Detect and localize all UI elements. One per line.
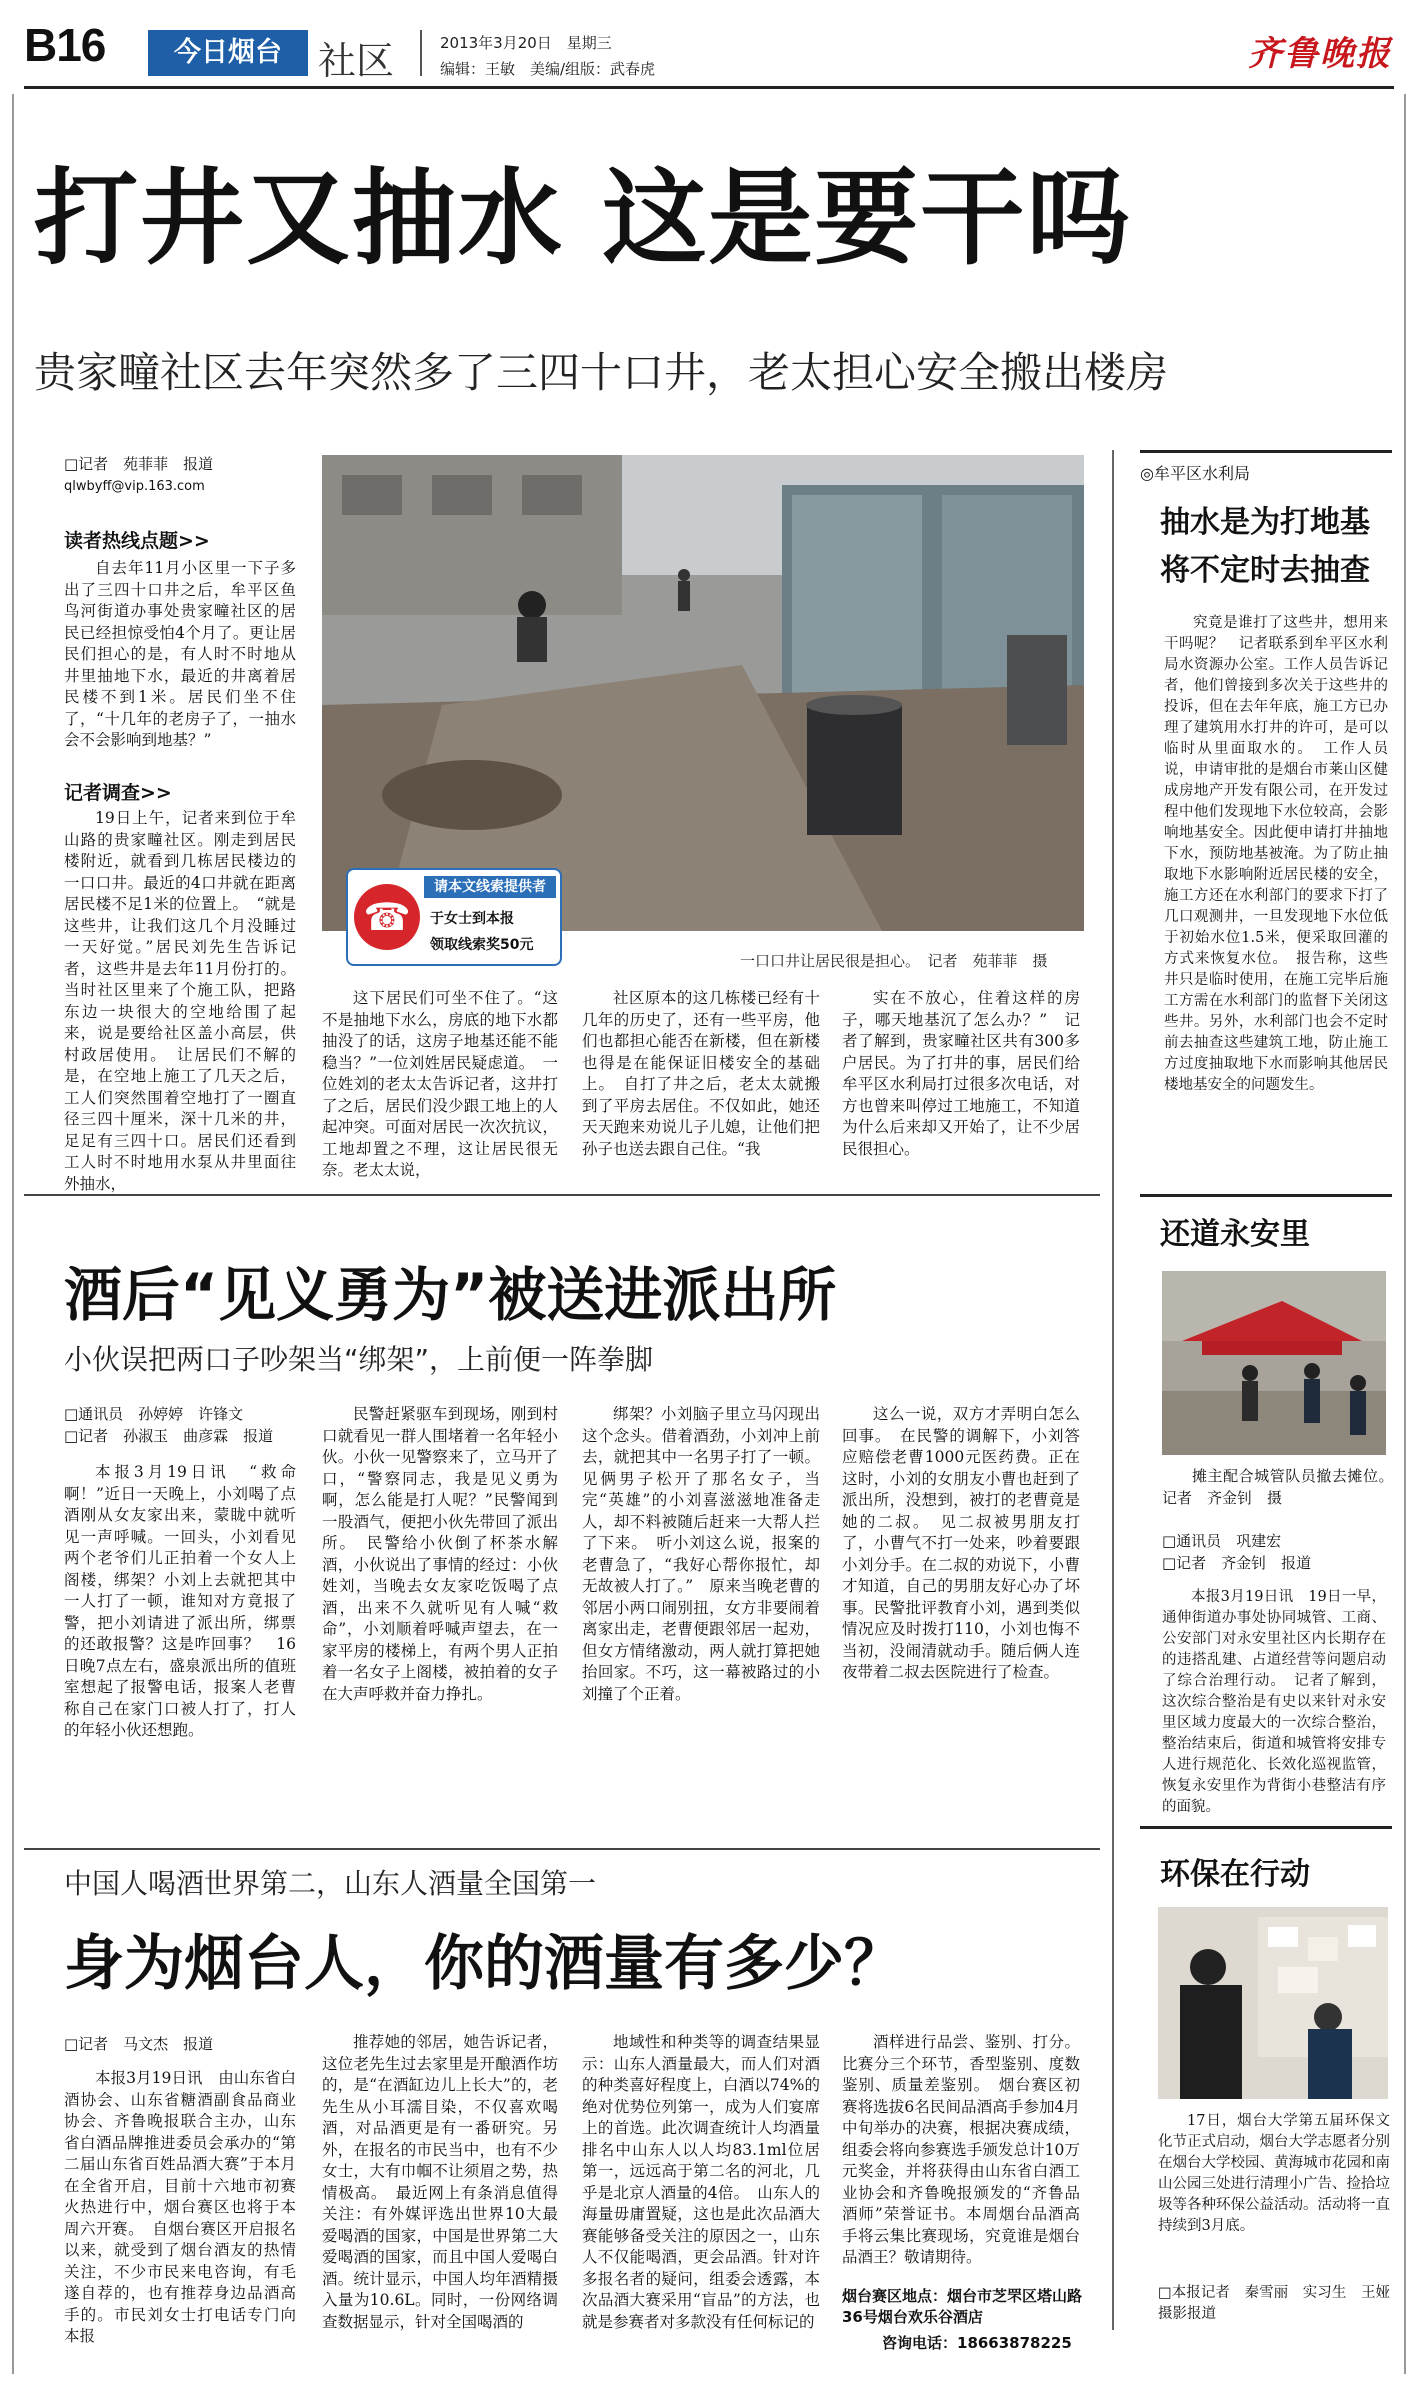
story3-byline: □记者 马文杰 报道 [64,2035,214,2053]
story3-top-rule [24,1848,1100,1850]
story1-email: qlwbyff@vip.163.com [64,479,205,494]
issue-date: 2013年3月20日 星期三 [440,34,612,52]
story2-top-rule [24,1194,1100,1196]
story3-column-1: 本报3月19日讯 由山东省白酒协会、山东省糖酒副食品商业协会、齐鲁晚报联合主办，山东省白酒品牌推进委员会承办的“第二届山东省百姓品酒大赛”于本月在全省开启，目前十六地市初赛火热进行中，烟台赛区也将于本周六开赛。 自烟台赛区开启报名以来，就受到了烟台酒友的热情关注，不少市民来电咨询，有毛遂自荐的，也有推荐身边品酒高手的。市民刘女士打电话专门向本报 [64,2069,296,2345]
sidebar3 [1140,1826,1405,2366]
sidebar-divider [1112,450,1114,2330]
sidebar1-headline-1: 抽水是为打地基 [1160,505,1370,540]
story1-subhead: 贵家疃社区去年突然多了三四十口井，老太担心安全搬出楼房 [34,348,1169,397]
sidebar2-byline-2: □记者 齐金钊 报道 [1162,1554,1312,1572]
section-badge: 今日烟台 [148,30,308,76]
hotline-reward: 领取线索奖50元 [430,937,534,953]
hotline-name: 于女士到本报 [430,911,514,927]
story1-column-2: 这下居民们可坐不住了。“这不是抽地下水么，房底的地下水都抽没了的话，这房子地基还能不能稳当？”一位刘姓居民疑虑道。 一位姓刘的老太太告诉记者，这井打了之后，居民们没少跟工地上的人起冲突。可面对居民一次次抗议，工地却置之不理，这让居民很无奈。老太太说， [322,989,558,1179]
story2-column-1: 本报3月19日讯 “救命啊！”近日一天晚上，小刘喝了点酒刚从女友家出来，蒙眬中就听见一声呼喊。一回头，小刘看见两个老爷们儿正拍着一个女人上阁楼，绑架？小刘上去就把其中一人打了一顿，谁知对方竟报了警，把小刘请进了派出所，绑票的还敢报警？这是咋回事？ 16日晚7点左右，盛泉派出所的值班室想起了报警电话，报案人老曹称自己在家门口被人打了，打人的年轻小伙还想跑。 [64,1463,296,1739]
story1-column-1: 19日上午，记者来到位于牟山路的贵家疃社区。刚走到居民楼附近，就看到几栋居民楼边的一口口井。最近的4口井就在距离居民楼不足1米的位置上。 “就是这些井，让我们这几个月没睡过一天好觉。”居民刘先生告诉记者，这些井是去年11月份打的。当时社区里来了个施工队，把路东边一块很大的空地给围了起来，说是要给社区盖小高层，供村政居使用。 让居民们不解的是，在空地上施工了几天之后，工人们突然围着空地打了一圈直径三四十厘米，深十几米的井，足足有三四十口。居民们还看到工人时不时地用水泵从井里面往外抽水， [64,809,296,1193]
sidebar2-headline: 还道永安里 [1160,1217,1310,1252]
page-left-border [12,94,14,2374]
sidebar2-body: 本报3月19日讯 19日一早，通伸街道办事处协同城管、工商、公安部门对永安里社区内长期存在的违搭乱建、占道经营等问题启动了综合治理行动。 记者了解到，这次综合整治是有史以来针对永安里区域力度最大的一次综合整治，整治结束后，街道和城管将安排专人进行规范化、长效化巡视监管，恢复永安里作为背街小巷整洁有序的面貌。 [1162,1589,1386,1815]
story3-column-4: 酒样进行品尝、鉴别、打分。比赛分三个环节，香型鉴别、度数鉴别、质量差鉴别。 烟台赛区初赛将选拔6名民间品酒高手参加4月中旬举办的决赛，根据决赛成绩，组委会将向参赛选手颁发总计10万元奖金，并将获得由山东省白酒工业协会和齐鲁晚报颁发的“齐鲁品酒师”荣誉证书。本周烟台品酒高手将云集比赛现场，究竟谁是烟台品酒王？敬请期待。 [842,2033,1080,2266]
sidebar3-photo [1158,1907,1388,2099]
story1-photo [322,455,1084,931]
sidebar2-byline-1: □通讯员 巩建宏 [1162,1532,1282,1550]
sidebar2-photo-caption: 摊主配合城管队员撤去摊位。 记者 齐金钊 摄 [1162,1467,1402,1507]
story2-headline: 酒后“见义勇为”被送进派出所 [64,1261,837,1329]
story3-kicker: 中国人喝酒世界第二，山东人酒量全国第一 [64,1867,597,1900]
masthead [0,0,1417,92]
sidebar3-byline: □本报记者 秦雪丽 实习生 王娅 摄影报道 [1158,2285,1405,2322]
story2-byline-1: □通讯员 孙婷婷 许锋文 [64,1405,244,1423]
section-name: 社区 [318,39,395,83]
phone-icon: ☎ [354,884,420,950]
hotline-title: 请本文线索提供者 [424,876,556,898]
sidebar3-headline: 环保在行动 [1160,1857,1310,1892]
story2-column-3: 绑架？小刘脑子里立马闪现出这个念头。借着酒劲，小刘冲上前去，就把其中一名男子打了一顿。见俩男子松开了那名女子，当完“英雄”的小刘喜滋滋地准备走人，却不料被随后赶来一大帮人拦了下来。 听小刘这么说，报案的老曹急了，“我好心帮你报忙，却无故被人打了。” 原来当晚老曹的邻居小两口闹别扭，女方非要闹着离家出走，老曹便跟邻居一起劝，但女方情绪激动，两人就打算把她抬回家。不巧，这一幕被路过的小刘撞了个正着。 [582,1405,820,1703]
masthead-rule [24,86,1394,89]
page-right-border [1404,94,1406,2374]
story1-column-4: 实在不放心，住着这样的房子，哪天地基沉了怎么办？” 记者了解到，贵家疃社区共有300多户居民。为了打井的事，居民们给牟平区水利局打过很多次电话，对方也曾来叫停过工地施工，不知道为什么后来却又开始了，让不少居民很担心。 [842,989,1080,1158]
newspaper-logo: 齐鲁晚报 [1248,34,1392,74]
story2-subhead: 小伙误把两口子吵架当“绑架”，上前便一阵拳脚 [64,1343,654,1376]
sidebar1-body: 究竟是谁打了这些井，想用来干吗呢？ 记者联系到牟平区水利局水资源办公室。工作人员告诉记者，他们曾接到多次关于这些井的投诉，但在去年年底，施工方已办理了建筑用水打井的许可，是可以临时从里面取水的。 工作人员说，申请审批的是烟台市莱山区健成房地产开发有限公司，在开发过程中他们发现地下水位较高，会影响地基安全。因此便申请打井抽地下水，预防地基被淹。为了防止抽取地下水影响附近居民楼的安全，施工方还在水利部门的要求下打了几口观测井，一旦发现地下水位低于初始水位1.5米，便采取回灌的方式来恢复水位。 报告称，这些井只是临时使用，在施工完毕后施工方需在水利部门的监督下关闭这些井。另外，水利部门也会不定时前去抽查这些建筑工地，防止施工方过度抽取地下水而影响其他居民楼地基安全的问题发生。 [1164,615,1388,1093]
story1-tag-hotline: 读者热线点题>> [64,530,210,552]
masthead-divider [420,30,422,76]
story1-byline: □记者 苑菲菲 报道 [64,455,214,473]
story1-intro: 自去年11月小区里一下子多出了三四十口井之后，牟平区鱼鸟河街道办事处贵家疃社区的居民已经担惊受怕4个月了。更让居民们担心的是，有人时不时地从井里抽地下水，最近的井离着居民楼不到1米。居民们坐不住了，“十几年的老房子了，一抽水会不会影响到地基？” [64,559,296,749]
story3-column-2: 推荐她的邻居，她告诉记者，这位老先生过去家里是开酿酒作坊的，是“在酒缸边儿上长大”的，老先生从小耳濡目染，不仅喜欢喝酒，对品酒更是有一番研究。另外，在报名的市民当中，也有不少女士，大有巾帼不让须眉之势，热情极高。 最近网上有条消息值得关注：有外媒评选出世界10大最爱喝酒的国家，中国是世界第二大爱喝酒的国家，而且中国人爱喝白酒。统计显示，中国人均年酒精摄入量为10.6L。同时，一份网络调查数据显示，针对全国喝酒的 [322,2033,558,2331]
story3-phone: 咨询电话：18663878225 [882,2334,1072,2352]
sidebar2-photo [1162,1271,1386,1455]
sidebar1-source: ◎牟平区水利局 [1140,464,1250,483]
story2-column-4: 这么一说，双方才弄明白怎么回事。 在民警的调解下，小刘答应赔偿老曹1000元医药费。正在这时，小刘的女朋友小曹也赶到了派出所，没想到，被打的老曹竟是她的二叔。 见二叔被男朋友打了，小曹气不打一处来，吵着要跟小刘分手。在二叔的劝说下，小曹才知道，自己的男朋友好心办了坏事。民警批评教育小刘，遇到类似情况应及时拨打110，小刘也悔不当初，没闹清就动手。随后俩人连夜带着二叔去医院进行了检查。 [842,1405,1080,1681]
street-stall-image [1162,1271,1386,1455]
sidebar1 [1140,450,1392,1180]
sidebar2 [1140,1194,1402,1815]
story2-byline-2: □记者 孙淑玉 曲彦霖 报道 [64,1427,274,1445]
story1-photo-caption: 一口口井让居民很是担心。 记者 苑菲菲 摄 [740,952,1048,970]
story1-tag-investigation: 记者调查>> [64,782,172,804]
story2-column-2: 民警赶紧驱车到现场，刚到村口就看见一群人围堵着一名年轻小伙。小伙一见警察来了，立马开了口，“警察同志，我是见义勇为啊，怎么能是打人呢？”民警闻到一股酒气，便把小伙先带回了派出所。 民警给小伙倒了杯茶水解酒，小伙说出了事情的经过：小伙姓刘，当晚去女友家吃饭喝了点酒，出来不久就听见有人喊“救命”，小刘顺着呼喊声望去，在一家平房的楼梯上，有两个男人正拍着一名女子上阁楼，被拍着的女子在大声呼救并奋力挣扎。 [322,1405,558,1703]
hotline-badge [346,868,562,966]
page-number: B16 [24,19,106,71]
sidebar3-caption: 17日，烟台大学第五届环保文化节正式启动，烟台大学志愿者分别在烟台大学校园、黄海城市花园和南山公园三处进行清理小广告、捡拾垃圾等各种环保公益活动。活动将一直持续到3月底。 [1158,2113,1390,2234]
story3-headline: 身为烟台人，你的酒量有多少？ [64,1929,904,1999]
story3-venue: 烟台赛区地点：烟台市芝罘区塔山路36号烟台欢乐谷酒店 [842,2287,1083,2326]
editor-credits: 编辑：王敏 美编/组版：武春虎 [440,60,656,78]
volunteers-cleaning-image [1158,1907,1388,2099]
street-wells-image [322,455,1084,931]
story3-column-3: 地域性和种类等的调查结果显示：山东人酒量最大，而人们对酒的种类喜好程度上，白酒以74%的绝对优势位列第一，成为人们宴席上的首选。此次调查统计人均酒量排名中山东人以人均83.1ml位居第一，远远高于第二名的河北，几乎是北京人酒量的4倍。 山东人的海量毋庸置疑，这也是此次品酒大赛能够备受关注的原因之一，山东人不仅能喝酒，更会品酒。针对许多报名者的疑问，组委会透露，本次品酒大赛采用“盲品”的方法，也就是参赛者对多款没有任何标记的 [582,2033,820,2331]
story1-headline: 打井又抽水 这是要干吗 [34,157,1133,279]
sidebar1-headline-2: 将不定时去抽查 [1160,553,1370,588]
story1-column-3: 社区原本的这几栋楼已经有十几年的历史了，还有一些平房，他们也都担心能否在新楼，但在新楼也得是在能保证旧楼安全的基础上。 自打了井之后，老太太就搬到了平房去居住。不仅如此，她还天天跑来劝说儿子儿媳，让他们把孙子也送去跟自己住。“我 [582,989,820,1158]
